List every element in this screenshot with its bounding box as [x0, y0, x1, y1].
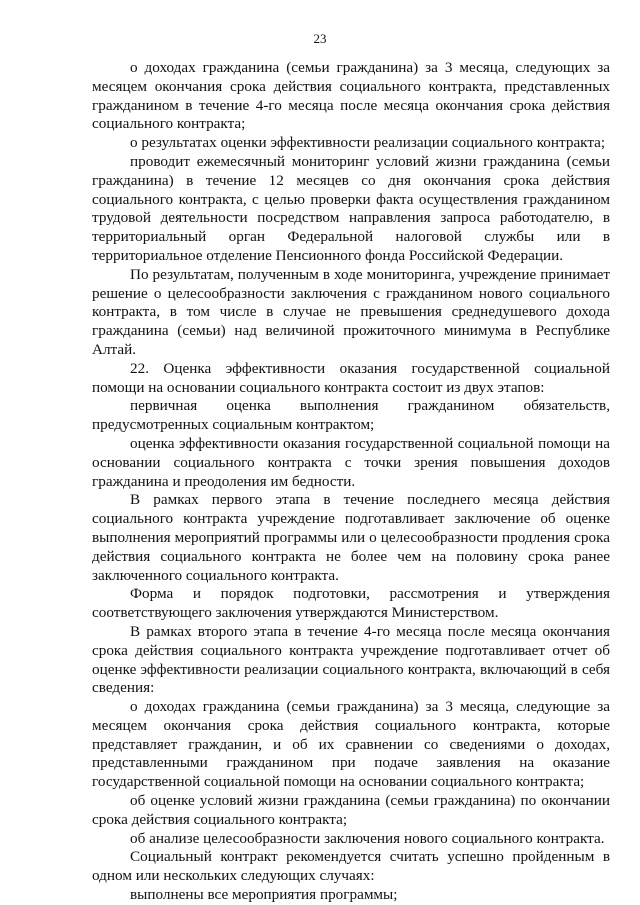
paragraph-income-3-months: о доходах гражданина (семьи гражданина) за 3 месяца, следующих за месяцем окончания срока действия социального контракта, представленных гражданином в течение 4-го месяца после месяца окончания срока действия социального контракта;	[92, 59, 610, 133]
paragraph-monitoring-results: По результатам, полученным в ходе мониторинга, учреждение принимает решение о целесообразности заключения с гражданином нового социального контракта, в том числе в случае не превышения среднедушевого дохода гражданина (семьи) над величиной прожиточного минимума в Республике Алтай.	[92, 265, 610, 358]
paragraph-clause-22: 22. Оценка эффективности оказания государственной социальной помощи на основании социального контракта состоит из двух этапов:	[92, 359, 610, 396]
paragraph-form-and-procedure: Форма и порядок подготовки, рассмотрения и утверждения соответствующего заключения утверждаются Министерством.	[92, 585, 610, 622]
page-number: 23	[313, 31, 327, 46]
document-body	[92, 59, 610, 905]
paragraph-new-contract-analysis: об анализе целесообразности заключения нового социального контракта.	[130, 829, 605, 847]
paragraph-all-activities-done: выполнены все мероприятия программы;	[130, 886, 398, 904]
paragraph-monthly-monitoring: проводит ежемесячный мониторинг условий жизни гражданина (семьи гражданина) в течение 12 месяцев со дня окончания срока действия социального контракта, с целью проверки факта осуществления гражданином трудовой деятельности посредством направления запроса работодателю, в территориальный орган Федеральной налоговой службы или в территориальное отделение Пенсионного фонда Российской Федерации.	[92, 152, 610, 264]
paragraph-living-conditions: об оценке условий жизни гражданина (семьи гражданина) по окончании срока действия социального контракта;	[92, 792, 610, 828]
paragraph-effectiveness-assessment: оценка эффективности оказания государственной социальной помощи на основании социального контракта с точки зрения повышения доходов гражданина и преодоления им бедности.	[92, 434, 610, 490]
paragraph-evaluation-results: о результатах оценки эффективности реализации социального контракта;	[130, 134, 606, 152]
paragraph-initial-assessment: первичная оценка выполнения гражданином обязательств, предусмотренных социальным контрактом;	[92, 397, 610, 434]
paragraph-second-stage: В рамках второго этапа в течение 4-го месяца после месяца окончания срока действия социального контракта учреждение подготавливает отчет об оценке эффективности реализации социального контракта, включающий в себя сведения:	[92, 622, 610, 697]
paragraph-first-stage: В рамках первого этапа в течение последнего месяца действия социального контракта учреждение подготавливает заключение об оценке выполнения мероприятий программы или о целесообразности продления срока действия социального контракта не более чем на половину срока ранее заключенного социального контракта.	[92, 491, 610, 584]
paragraph-income-comparison: о доходах гражданина (семьи гражданина) за 3 месяца, следующие за месяцем окончания срока действия социального контракта, которые представляет гражданин, и об их сравнении со сведениями о доходах, представленными гражданином при подаче заявления на оказание государственной социальной помощи на основании социального контракта;	[92, 698, 610, 791]
paragraph-success-criteria: Социальный контракт рекомендуется считать успешно пройденным в одном или нескольких следующих случаях:	[92, 848, 610, 885]
